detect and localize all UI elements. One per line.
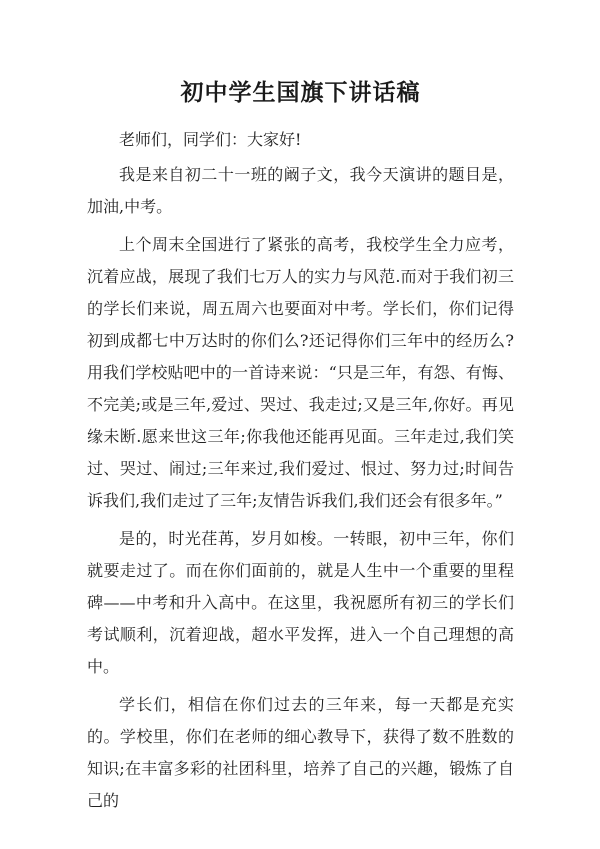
- paragraph-gaokao: 上个周末全国进行了紧张的高考，我校学生全力应考，沉着应战，展现了我们七万人的实力与风范.而对于我们初三的学长们来说，周五周六也要面对中考。学长们，你们记得初到成都七中万达时的你们么?还记得你们三年中的经历么?用我们学校贴吧中的一首诗来说：“只是三年，有怨、有悔、不完美;或是三年,爱过、哭过、我走过;又是三年,你好。再见缘未断.愿来世这三年;你我他还能再见面。三年走过,我们笑过、哭过、闹过;三年来过,我们爱过、恨过、努力过;时间告诉我们,我们走过了三年;友情告诉我们,我们还会有很多年。”: [87, 235, 514, 510]
- document-title: 初中学生国旗下讲话稿: [180, 79, 421, 106]
- paragraph-milestone: 是的，时光荏苒，岁月如梭。一转眼，初中三年，你们就要走过了。而在你们面前的，就是人生中一个重要的里程碑——中考和升入高中。在这里，我祝愿所有初三的学长们考试顺利，沉着迎战，超水平发挥，进入一个自己理想的高中。: [87, 529, 514, 676]
- paragraph-greeting: 老师们，同学们：大家好!: [119, 130, 302, 149]
- paragraph-school-life: 学长们，相信在你们过去的三年来，每一天都是充实的。学校里，你们在老师的细心教导下，获得了数不胜数的知识;在丰富多彩的社团科里，培养了自己的兴趣，锻炼了自己的: [87, 695, 514, 810]
- paragraph-intro: 我是来自初二十一班的阚子文，我今天演讲的题目是，加油,中考。: [87, 165, 514, 216]
